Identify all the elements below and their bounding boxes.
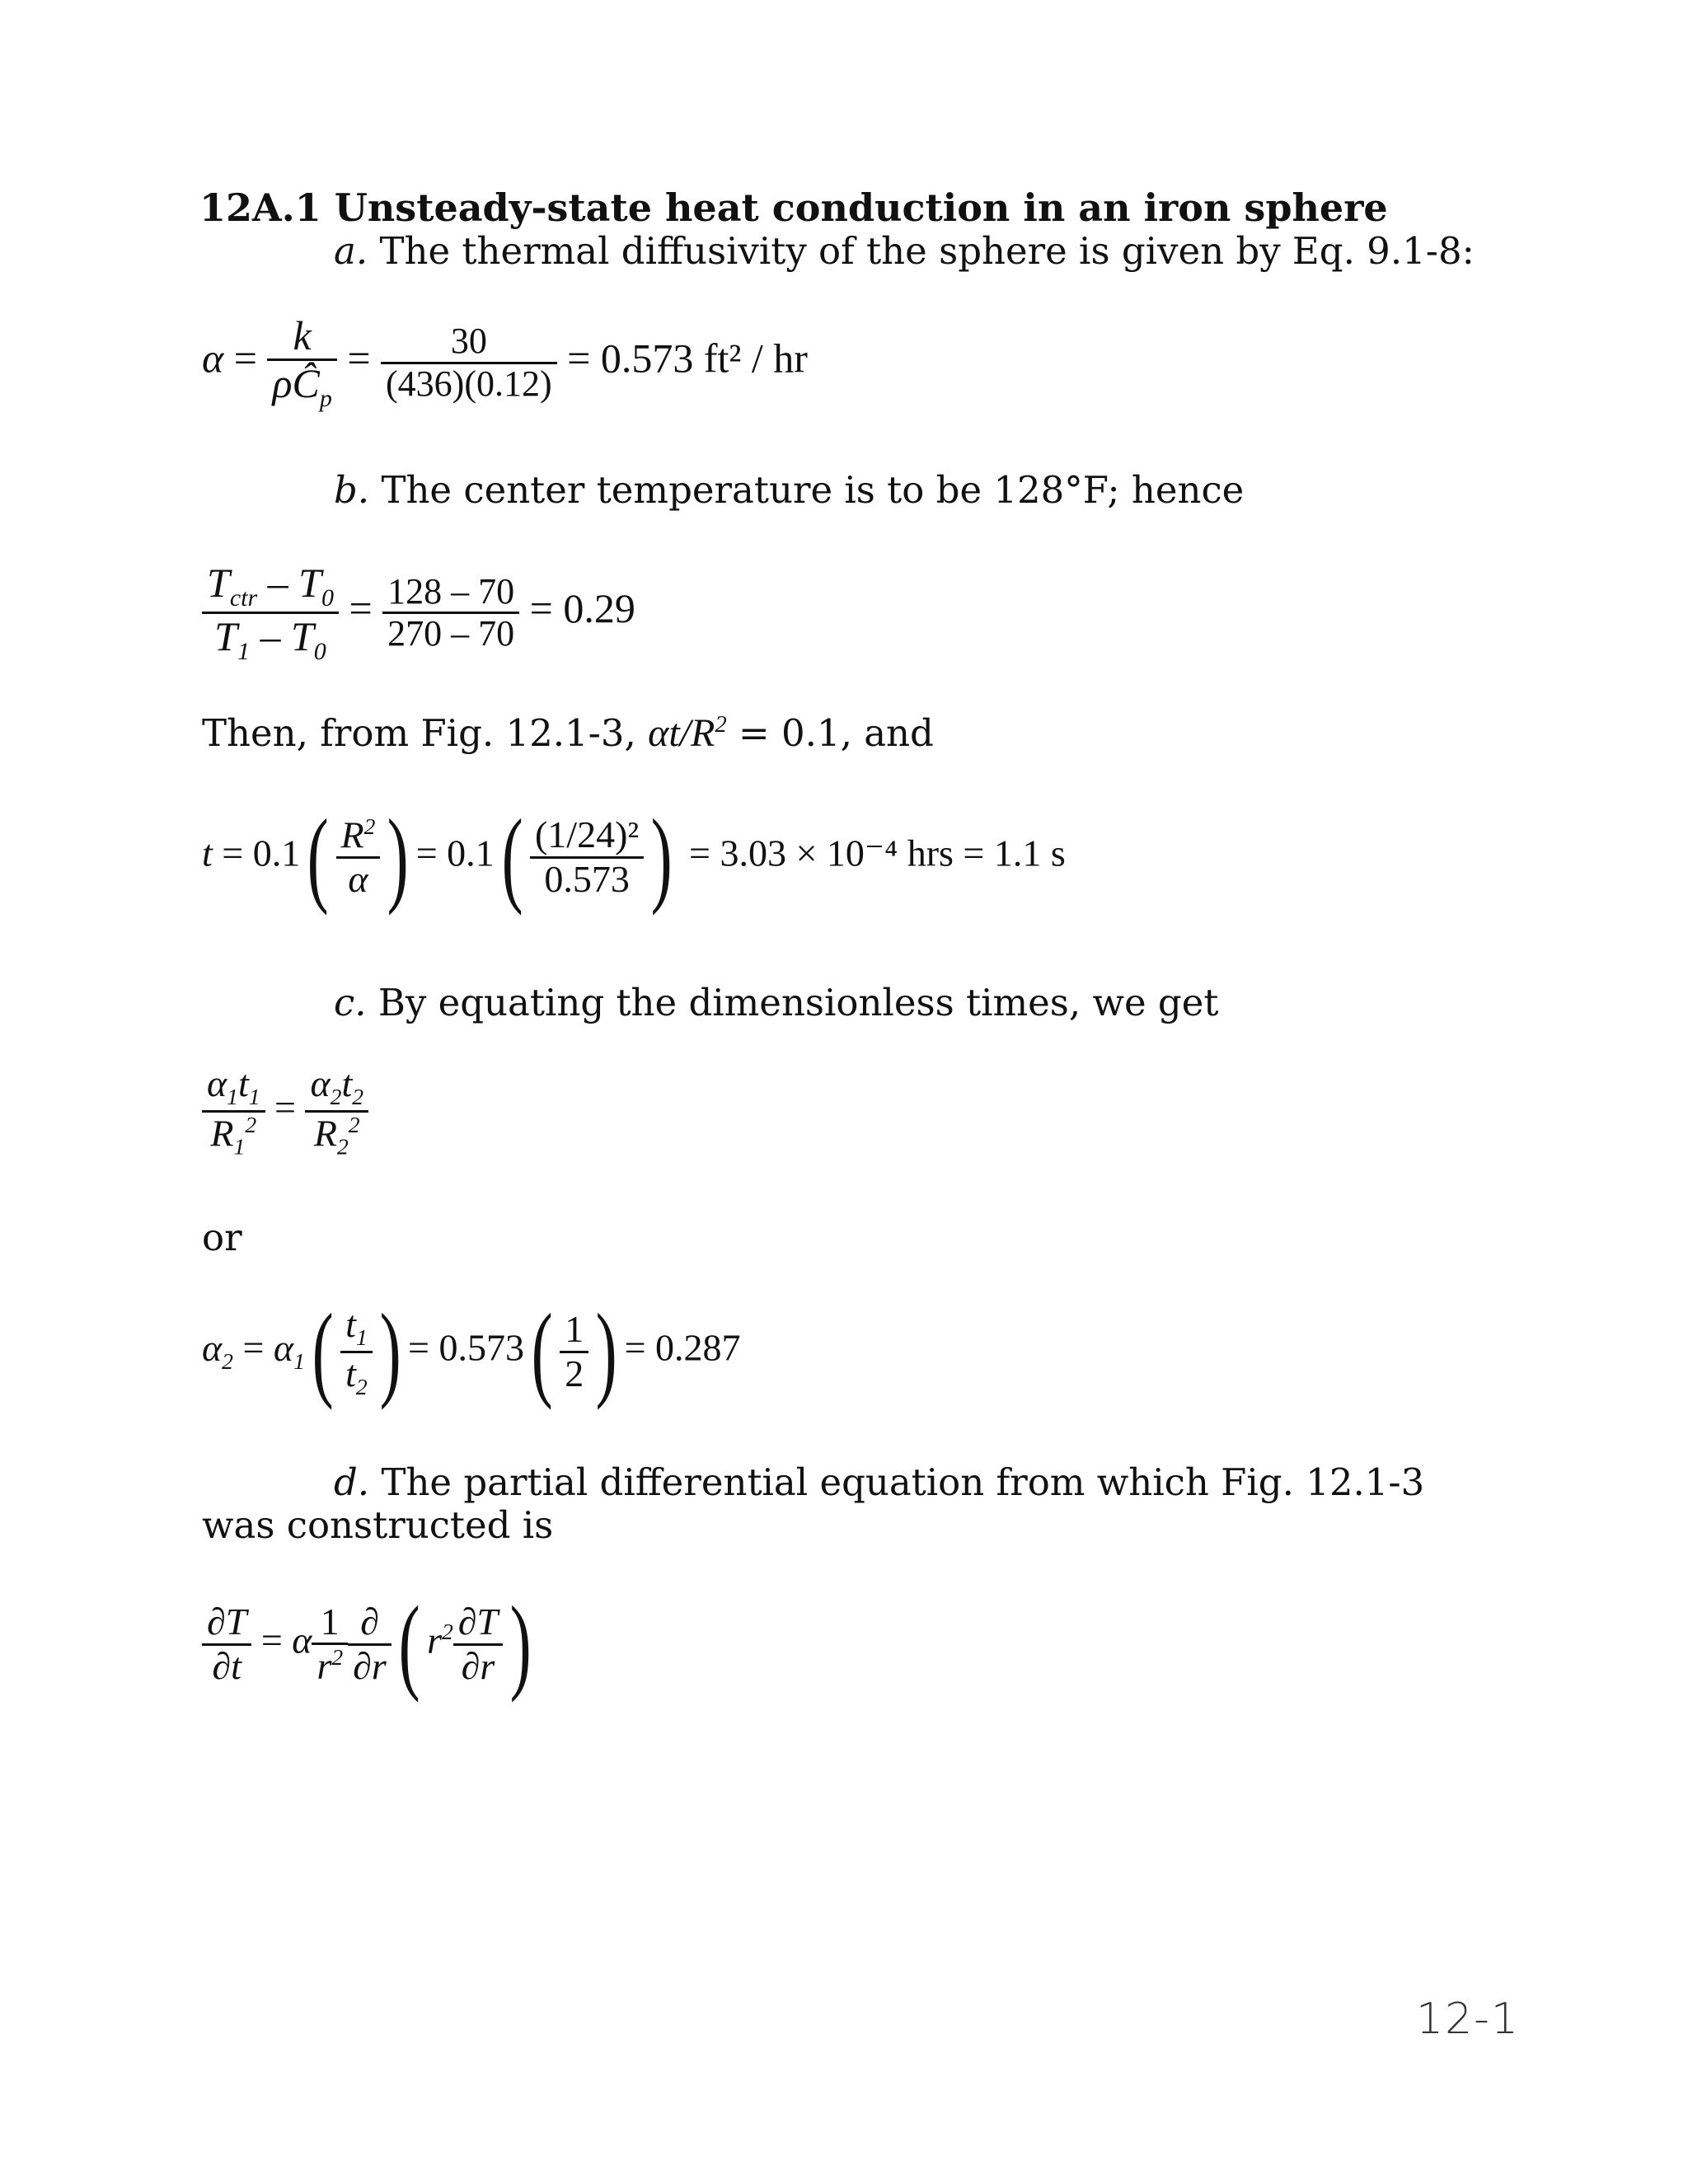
equation-alpha2: $\alpha_2 = \alpha_1$( $\frac{t_1}{t_2}$ ) = 0.573( $\frac{1}{2}$ ) = 0.287 [202,1292,741,1411]
part-d-text-line1: The partial differential equation from which Fig. 12.1-3 [381,1460,1425,1504]
part-c-label: c. [334,981,367,1024]
part-a-text: The thermal diffusivity of the sphere is given by Eq. 9.1-8: [379,229,1475,273]
time-denominator: 0.573 [544,857,630,900]
part-d-label: d. [334,1460,370,1504]
part-a-label: a. [334,229,368,273]
or-text: or [202,1216,242,1259]
part-b-intro [334,468,1244,512]
alpha2-result: = 0.287 [624,1326,741,1369]
equation-time: t = 0.1( $\frac{R^2}{\alpha}$ ) = 0.1( $\frac{\text{(1/24)²}}{0.573}$ ) = 3.03 × 10⁻⁴ hrs = 1.1 s [202,798,1066,916]
equation-alpha: α = $\frac{k}{\rho Ĉ_p}$ = $\frac{30}{(436)(0.12)}$ = 0.573 ft² / hr [202,312,808,412]
part-c-intro [334,981,1218,1024]
part-d-intro [334,1460,1424,1504]
equation-temperature-ratio: $\frac{T_{ctr} - T_0}{T_1 - T_0}$ = $\frac{128 - 70}{270 - 70}$ = 0.29 [202,560,635,665]
time-result: = 3.03 × 10⁻⁴ hrs = 1.1 s [689,832,1066,874]
alpha2-mid: = 0.573 [408,1326,524,1369]
then-tail: = 0.1, and [738,711,934,755]
part-b-text: The center temperature is to be 128°F; hence [381,468,1245,512]
alpha-denominator: (436)(0.12) [386,363,552,404]
ratio-denominator: 270 – 70 [387,613,515,654]
then-line: Then, from Fig. 12.1-3, $\alpha t/R^2 = 0.1$, and [202,711,934,755]
problem-heading: 12A.1 Unsteady-state heat conduction in an iron sphere [199,185,1388,230]
part-a-intro [334,229,1475,273]
then-text: Then, from Fig. 12.1-3, [202,711,636,755]
part-c-text: By equating the dimensionless times, we get [377,981,1219,1024]
part-d-text-line2: was constructed is [202,1503,554,1547]
alpha-numerator: 30 [381,321,557,363]
equation-dimensionless-times: $\frac{\alpha_1t_1}{R_1^2}$ = $\frac{\alpha_2t_2}{R_2^2}$ [202,1063,368,1159]
page-number: 12-1 [1416,1994,1521,2044]
alpha-result: = 0.573 ft² / hr [567,335,808,382]
time-numerator: (1/24)² [530,814,644,859]
part-b-label: b. [334,468,370,512]
ratio-result: = 0.29 [529,584,635,631]
equation-pde: $\frac{\partial T}{\partial t}$ = α $\frac{1}{r^2}$ $\frac{\partial}{\partial r}$ ( $r^2$ $\frac{\partial T}{\partial r}$ ) [202,1591,538,1698]
ratio-numerator: 128 – 70 [382,572,519,614]
